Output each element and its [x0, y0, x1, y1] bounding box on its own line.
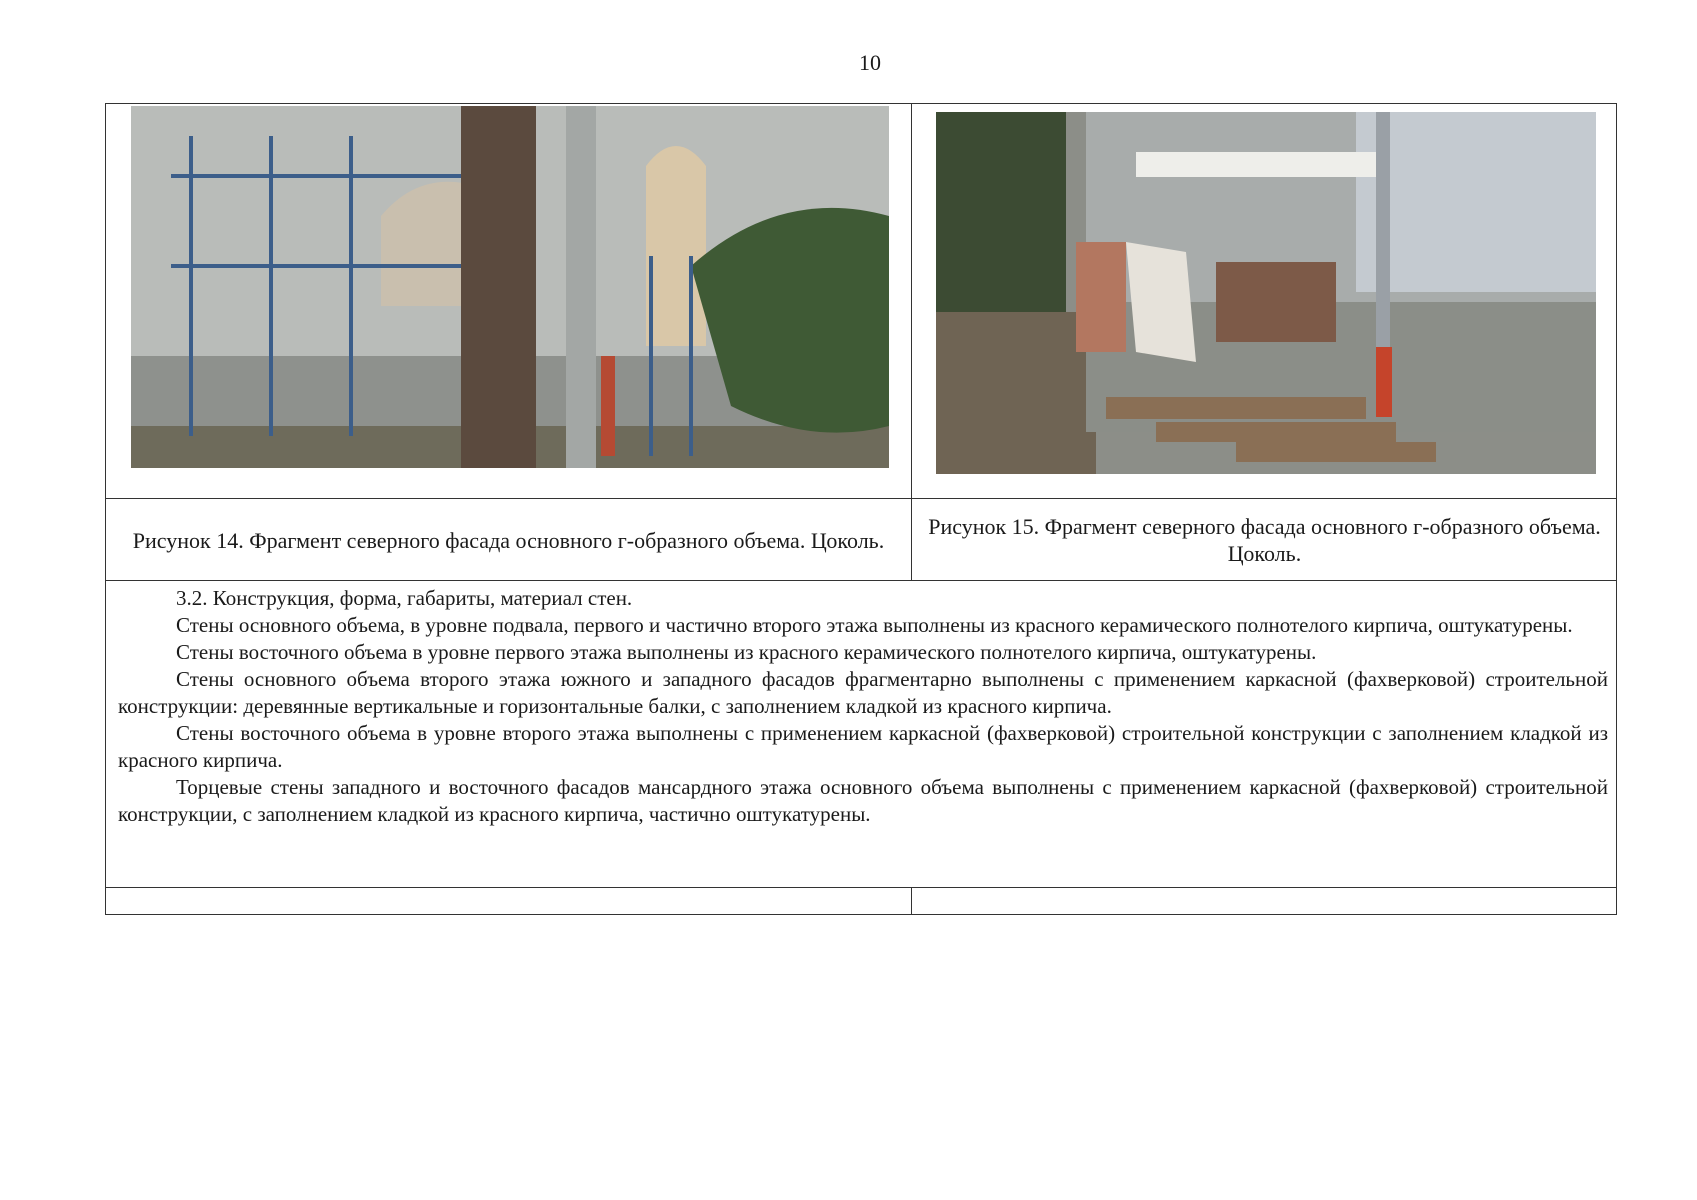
section-body — [118, 585, 1608, 828]
paragraph: Стены основного объема, в уровне подвала, первого и частично второго этажа выполнены из красного керамического полнотелого кирпича, оштукатурены. — [176, 613, 1573, 637]
section-text-row — [106, 581, 1616, 888]
captions-row — [106, 499, 1616, 581]
section-heading: 3.2. Конструкция, форма, габариты, материал стен. — [176, 586, 633, 610]
figure-14-caption: Рисунок 14. Фрагмент северного фасада основного г-образного объема. Цоколь. — [132, 527, 885, 553]
document-table — [105, 103, 1617, 915]
figure-14-photo — [131, 106, 889, 468]
paragraph: Стены основного объема второго этажа южного и западного фасадов фрагментарно выполнены с применением каркасной (фахверковой) строительной конструкции: деревянные вертикальные и горизонтальные балки, с заполнением кладкой из красного кирпича. — [118, 667, 1608, 718]
figure-15-photo — [936, 112, 1596, 474]
paragraph: Стены восточного объема в уровне первого этажа выполнены из красного керамического полнотелого кирпича, оштукатурены. — [176, 640, 1317, 664]
page-number: 10 — [859, 50, 881, 75]
empty-footer-row — [106, 888, 1616, 914]
paragraph: Стены восточного объема в уровне второго этажа выполнены с применением каркасной (фахверковой) строительной конструкции с заполнением кладкой из красного кирпича. — [118, 721, 1608, 772]
paragraph: Торцевые стены западного и восточного фасадов мансардного этажа основного объема выполнены с применением каркасной (фахверковой) строительной конструкции, с заполнением кладкой из красного кирпича, частично оштукатурены. — [118, 775, 1608, 826]
figure-15-caption: Рисунок 15. Фрагмент северного фасада основного г-образного объема. Цоколь. — [928, 514, 1601, 566]
photos-row — [106, 104, 1616, 499]
